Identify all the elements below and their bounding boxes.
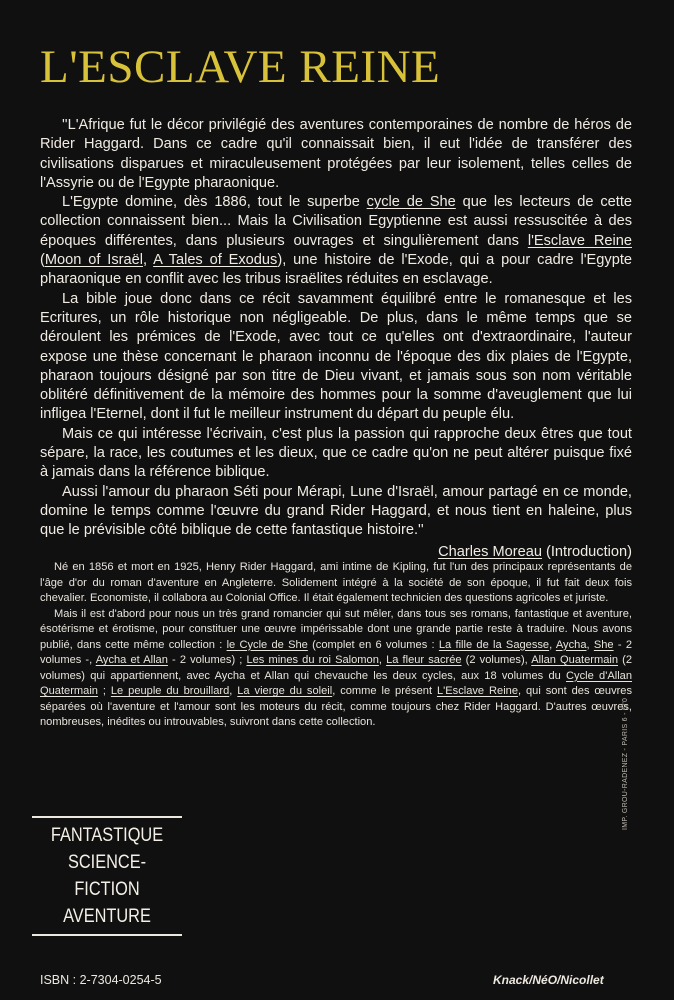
text-run: , [549,638,556,651]
text-run: , [586,638,594,651]
text-run: (2 volumes), [461,654,532,666]
underlined-title: La fille de la Sagesse [438,638,550,651]
underlined-title: Aycha et Allan [95,654,168,666]
text-run: (2 volumes) qui appartiennent, avec Aycha et Allan qui chevauche les deux cycles, aux 18 volumes du [40,654,632,682]
text-run: , [378,654,387,666]
text-run: ), une histoire de l'Exode, qui a pour cadre l'Egypte pharaonique en conflit avec les tribus israëlites réduites en esclavage. [40,252,632,288]
underlined-title: l'Esclave Reine [527,232,632,249]
underlined-title: She [593,638,614,651]
underlined-title: La fleur sacrée [386,654,462,666]
text-run: - 2 volumes -, [40,638,633,666]
underlined-title: L'Esclave Reine [436,685,519,697]
intro-paragraph-3: La bible joue donc dans ce récit savamment équilibré entre le romanesque et les Ecritures, un rôle historique non négligeable. De plus, dans le même temps que se déroulent les prémices de l'Exode, avec tout ce qu'elles ont d'extraordinaire, l'auteur expose une thèse concernant le pharaon inconnu de l'époque des dix plaies de l'Egypte, pharaon toujours désigné par son titre de Dieu vivant, et jamais sous son nom véritable oblitéré définitivement de la mémoire des hommes pour la somme d'aveuglement que lui infligea l'Eternel, dont il fut le meilleur instrument du départ du peuple élu. [40,290,632,423]
introduction-text [40,116,632,562]
text-run: (complet en 6 volumes : [307,638,439,651]
text-run: que les lecteurs de cette collection connaissent bien... Mais la Civilisation Egyptienne est aussi ressuscitée à des époques différentes, dans plusieurs ouvrages et singulièrement dans [40,194,632,249]
signature-name: Charles Moreau [438,543,542,560]
underlined-title: A Tales of Exodus [153,252,278,269]
text-run: Mais il est d'abord pour nous un très grand romancier qui sut mêler, dans tous ses romans, fantastique et aventure, ésotérisme et érotisme, pour constituer une œuvre impérissable dont une grande partie reste à traduire. Nous avons publié, dans cette même collection : [40,607,632,651]
printer-imprint: IMP. GROU-RADENEZ - PARIS 6 - 6/'0 [622,697,629,830]
signature-role: (Introduction) [541,543,632,560]
author-biography [40,560,632,731]
genre-label: AVENTURE [63,906,151,927]
text-run: , [143,252,154,269]
intro-signature [40,543,632,562]
text-run: L'Egypte domine, dès 1886, tout le superbe [62,194,367,211]
underlined-title: Moon of Israël [44,252,143,269]
underlined-title: Les mines du roi Salomon [246,654,379,666]
bio-paragraph-2 [40,607,632,731]
isbn: ISBN : 2-7304-0254-5 [40,973,162,987]
text-run: , comme le présent [332,685,437,697]
intro-paragraph-4: Mais ce qui intéresse l'écrivain, c'est plus la passion qui rapproche deux êtres que tout sépare, la race, les coutumes et les dieux, que ce cadre qu'on ne peut altérer puisque fixé à jamais dans la référence biblique. [40,425,632,481]
underlined-title: le Cycle de She [226,638,308,651]
underlined-title: Le peuple du brouillard [110,685,230,697]
text-run: - 2 volumes) ; [167,654,247,666]
publisher-logo: Knack/NéO/Nicollet [493,973,604,987]
intro-paragraph-2 [40,193,632,289]
underlined-title: cycle de She [366,194,456,211]
underlined-title: Cycle d'Allan Quatermain [40,669,632,697]
bio-paragraph-1: Né en 1856 et mort en 1925, Henry Rider Haggard, ami intime de Kipling, fut l'un des principaux représentants de l'âge d'or du roman d'aventure en Angleterre. Solidement intégré à la société de son époque, il fut fait deux fois chevalier. Economiste, il collabora au Colonial Office. Il était également technicien des questions agricoles et juriste. [40,561,632,604]
book-title: L'ESCLAVE REINE [40,41,441,93]
underlined-title: La vierge du soleil [237,685,333,697]
underlined-title: Allan Quatermain [531,654,618,666]
text-run: , [229,685,238,697]
text-run: ; [97,685,111,697]
text-run: , qui sont des œuvres séparées où l'aventure et l'amour sont les moteurs du récit, comme toujours chez Rider Haggard. D'autres œuvres, nombreuses, inédites ou introuvables, suivront dans cette collection. [40,685,633,728]
genre-label: SCIENCE-FICTION [67,852,147,900]
intro-paragraph-1: ''L'Afrique fut le décor privilégié des aventures contemporaines de nombre de héros de Rider Haggard. Dans ce cadre qu'il connaissait bien, il eut l'idée de transférer des civilisations disparues et miraculeusement protégées par leur isolement, telles celles de l'Assyrie ou de l'Egypte pharaonique. [40,117,632,191]
underlined-title: Aycha [555,638,587,651]
genre-box [32,816,182,936]
intro-paragraph-5: Aussi l'amour du pharaon Séti pour Mérapi, Lune d'Israël, amour partagé en ce monde, domine le temps comme l'œuvre du grand Rider Haggard, et nous tient en haleine, plus que le prévisible côté biblique de cette fantastique histoire.'' [40,483,632,539]
text-run: ( [40,252,45,269]
genre-label: FANTASTIQUE [50,825,164,846]
